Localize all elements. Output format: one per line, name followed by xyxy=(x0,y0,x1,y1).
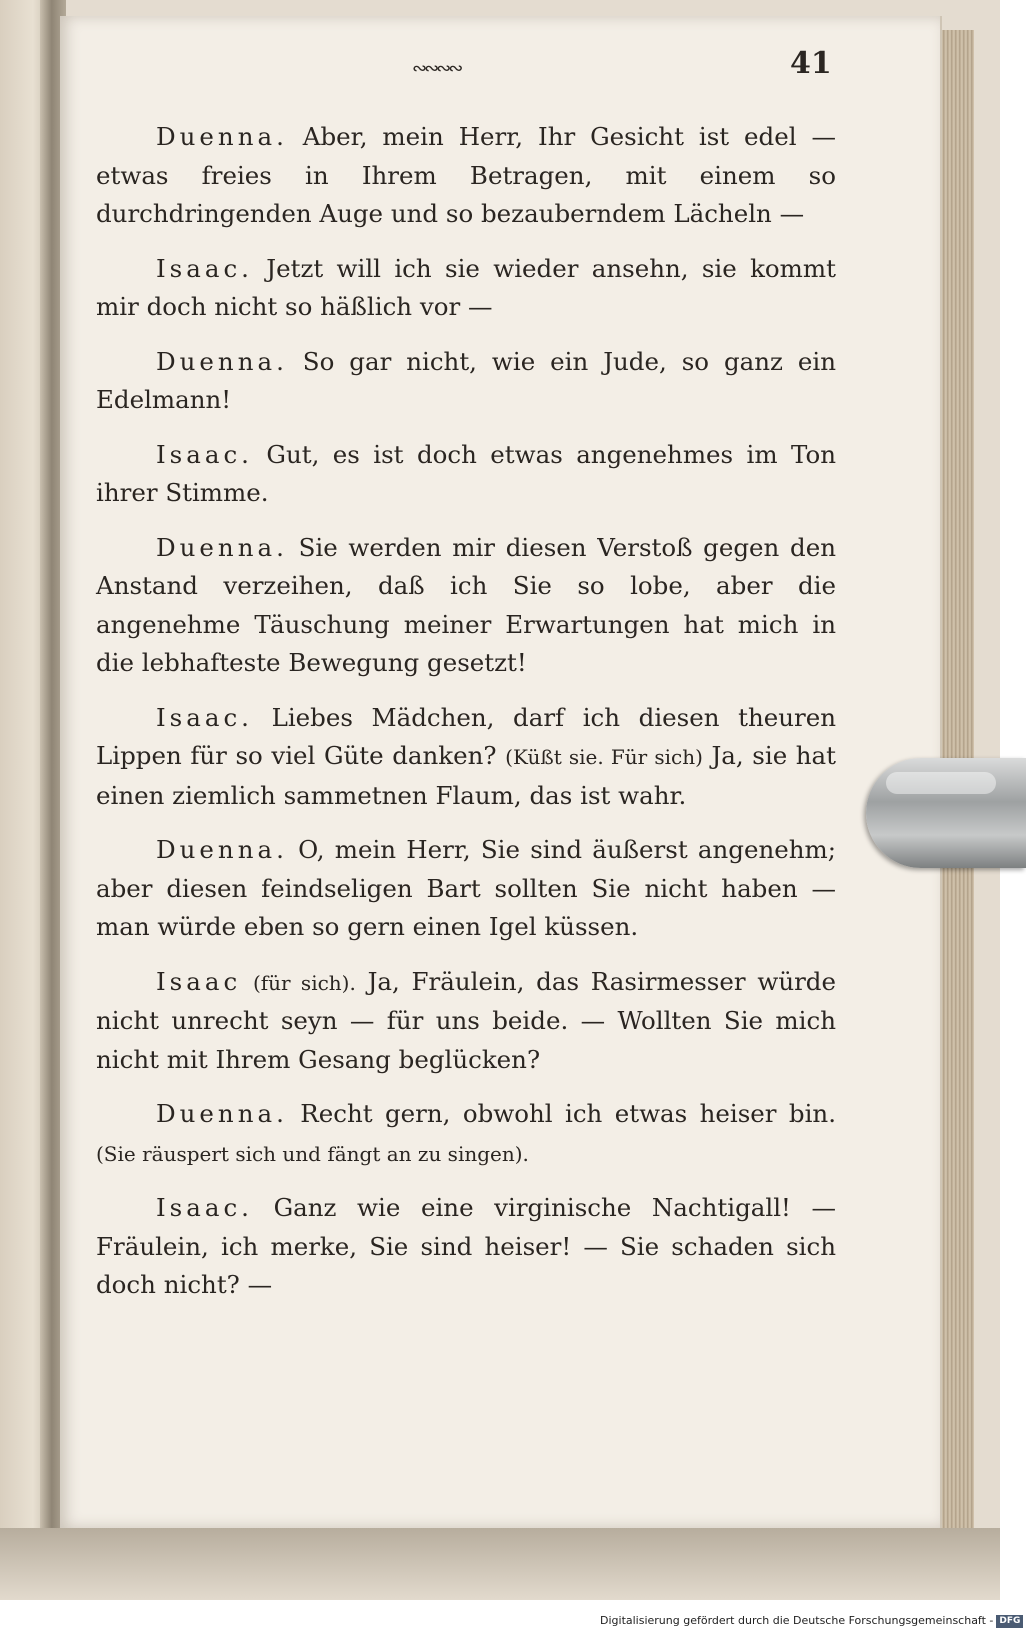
dialogue-paragraph xyxy=(96,436,836,513)
speech-text: Gut, es ist doch etwas angenehmes im Ton ihrer Stimme. xyxy=(96,439,836,507)
speech-text: O, mein Herr, Sie sind äußerst angenehm; aber diesen feindseligen Bart sollten Sie nicht haben — man würde eben so gern einen Igel küssen. xyxy=(96,835,836,941)
speaker-name: Duenna. xyxy=(156,346,288,376)
speech-text xyxy=(241,967,253,996)
dialogue-paragraph xyxy=(96,529,836,683)
page-clip-highlight xyxy=(886,772,996,794)
dialogue-paragraph xyxy=(96,699,836,816)
speech-text: Ganz wie eine virginische Nachtigall! — Fräulein, ich merke, Sie sind heiser! — Sie schaden sich doch nicht? — xyxy=(96,1193,836,1299)
stage-direction: (für sich). xyxy=(252,970,356,995)
dialogue-paragraph xyxy=(96,963,836,1080)
dialogue-paragraph xyxy=(96,250,836,327)
speech-text-continued: Ja, sie hat einen ziemlich sammetnen Flaum, das ist wahr. xyxy=(96,741,836,810)
header-ornament: ∾∾∾∾ xyxy=(412,58,461,79)
speech-text: Recht gern, obwohl ich etwas heiser bin. xyxy=(287,1099,836,1128)
stage-direction: (Küßt sie. Für sich) xyxy=(505,745,703,769)
dialogue-paragraph xyxy=(96,831,836,947)
speaker-name: Isaac xyxy=(156,966,242,996)
digitization-credit xyxy=(600,1614,1021,1628)
page-text xyxy=(96,118,836,1321)
speech-text: Jetzt will ich sie wieder ansehn, sie kommt mir doch nicht so häßlich vor — xyxy=(96,253,836,321)
speaker-name: Duenna. xyxy=(156,835,288,864)
page-bottom-edge xyxy=(0,1528,1000,1600)
speaker-name: Isaac. xyxy=(156,702,253,732)
speaker-name: Isaac. xyxy=(156,439,253,469)
speech-text: Sie werden mir diesen Verstoß gegen den Anstand verzeihen, daß ich Sie so lobe, aber die angenehme Täuschung meiner Erwartungen hat mich in die lebhafteste Bewegung gesetzt! xyxy=(96,532,836,677)
dialogue-paragraph xyxy=(96,1095,836,1173)
speaker-name: Isaac. xyxy=(156,1193,253,1222)
speech-text: Aber, mein Herr, Ihr Gesicht ist edel — etwas freies in Ihrem Betragen, mit einem so durchdringenden Auge und so bezauberndem Lächeln — xyxy=(96,122,836,228)
credit-text: Digitalisierung gefördert durch die Deutsche Forschungsgemeinschaft - xyxy=(600,1614,994,1627)
page-number: 41 xyxy=(790,46,832,81)
dialogue-paragraph xyxy=(96,343,836,420)
stage-direction: (Sie räuspert sich und fängt an zu singen). xyxy=(96,1141,529,1166)
speech-text: Liebes Mädchen, darf ich diesen theuren Lippen für so viel Güte danken? xyxy=(96,702,836,770)
speech-text-continued: Ja, Fräulein, das Rasirmesser würde nicht unrecht seyn — für uns beide. — Wollten Sie mich nicht mit Ihrem Gesang beglücken? xyxy=(96,966,836,1074)
dialogue-paragraph xyxy=(96,1189,836,1305)
speaker-name: Duenna. xyxy=(156,532,288,562)
speech-text: So gar nicht, wie ein Jude, so ganz ein Edelmann! xyxy=(96,346,836,414)
speaker-name: Duenna. xyxy=(156,1099,288,1128)
speaker-name: Duenna. xyxy=(156,122,288,151)
dfg-logo: DFG xyxy=(996,1615,1023,1628)
dialogue-paragraph xyxy=(96,118,836,234)
speaker-name: Isaac. xyxy=(156,253,253,283)
